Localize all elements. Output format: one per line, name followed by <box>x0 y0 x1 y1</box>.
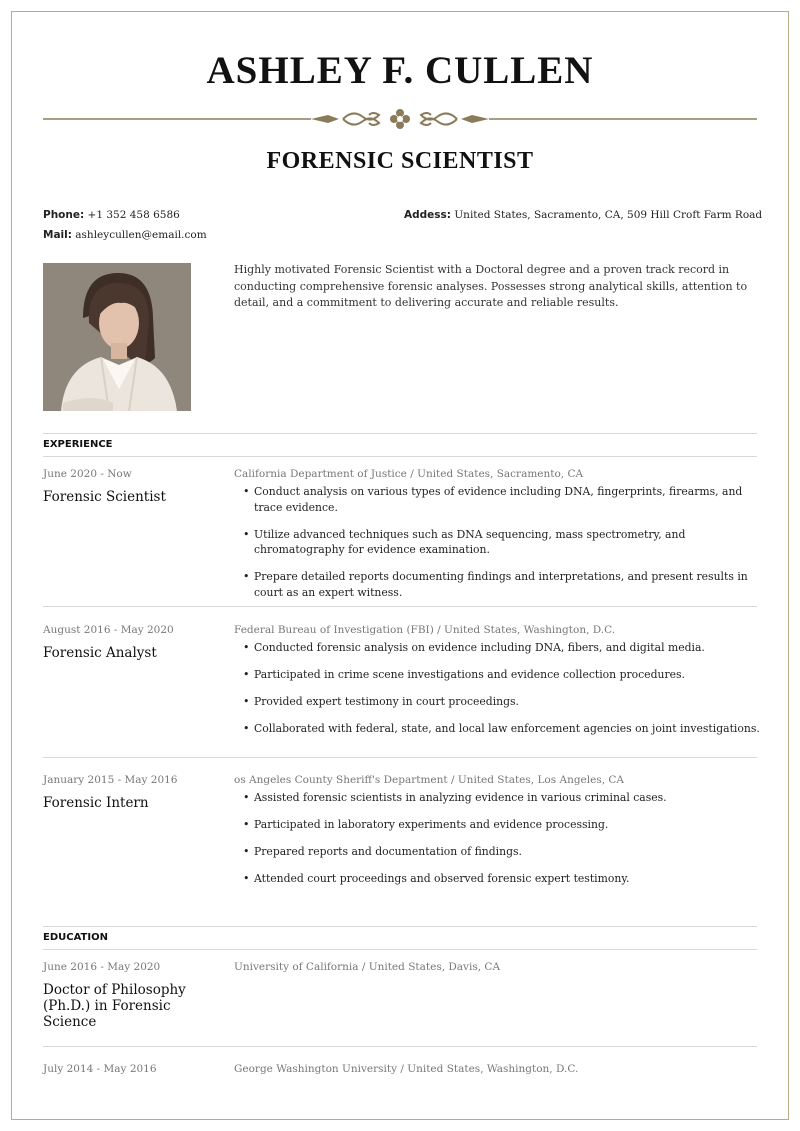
profile-summary: Highly motivated Forensic Scientist with a Doctoral degree and a proven track record in conducting comprehensive forensic analyses. Possesses strong analytical skills, attention to detail, and a commitment to delivering accurate and reliable results. <box>234 263 748 309</box>
entry-bullets <box>234 790 769 898</box>
experience-heading: EXPERIENCE <box>43 433 757 457</box>
bullet-item: • Conducted forensic analysis on evidence including DNA, fibers, and digital media. <box>234 640 769 656</box>
entry-role: Forensic Analyst <box>43 645 157 661</box>
experience-entry <box>43 624 760 758</box>
mail-label: Mail: <box>43 229 72 241</box>
phone-value: +1 352 458 6586 <box>87 209 180 221</box>
entry-role: Forensic Scientist <box>43 489 166 505</box>
bullet-item: • Prepared reports and documentation of findings. <box>234 844 769 860</box>
portrait-illustration <box>43 263 191 411</box>
candidate-name: ASHLEY F. CULLEN <box>206 49 594 92</box>
bullet-item: • Provided expert testimony in court proceedings. <box>234 694 769 710</box>
phone-label: Phone: <box>43 209 85 221</box>
entry-degree: Doctor of Philosophy (Ph.D.) in Forensic Science <box>43 982 186 1030</box>
divider-ornament <box>43 104 757 134</box>
entry-organization: California Department of Justice / United States, Sacramento, CA <box>234 468 584 480</box>
entry-date: January 2015 - May 2016 <box>43 774 178 786</box>
education-heading: EDUCATION <box>43 926 757 950</box>
education-entry <box>43 1063 757 1103</box>
profile-photo <box>43 263 191 411</box>
entry-date: July 2014 - May 2016 <box>43 1063 157 1075</box>
address-value: United States, Sacramento, CA, 509 Hill Croft Farm Road <box>454 209 763 221</box>
entry-bullets <box>234 640 769 748</box>
entry-date: August 2016 - May 2020 <box>43 624 174 636</box>
address-label: Addess: <box>404 209 451 221</box>
entry-date: June 2020 - Now <box>43 468 132 480</box>
bullet-item: • Prepare detailed reports documenting findings and interpretations, and present results in court as an expert witness. <box>234 569 769 600</box>
experience-entry <box>43 468 757 607</box>
entry-role: Forensic Intern <box>43 795 149 811</box>
bullet-item: • Collaborated with federal, state, and local law enforcement agencies on joint investigations. <box>234 721 769 737</box>
education-entry <box>43 961 757 1047</box>
bullet-item: • Utilize advanced techniques such as DNA sequencing, mass spectrometry, and chromatography for evidence examination. <box>234 527 769 558</box>
entry-date: June 2016 - May 2020 <box>43 961 161 973</box>
entry-institution: George Washington University / United States, Washington, D.C. <box>234 1063 579 1075</box>
bullet-item: • Conduct analysis on various types of evidence including DNA, fingerprints, firearms, and trace evidence. <box>234 484 769 515</box>
bullet-item: • Participated in crime scene investigations and evidence collection procedures. <box>234 667 769 683</box>
bullet-item: • Participated in laboratory experiments and evidence processing. <box>234 817 769 833</box>
entry-institution: University of California / United States, Davis, CA <box>234 961 501 973</box>
contact-phone <box>43 209 180 221</box>
contact-address <box>404 209 762 221</box>
entry-organization: Federal Bureau of Investigation (FBI) / United States, Washington, D.C. <box>234 624 616 636</box>
job-title: FORENSIC SCIENTIST <box>266 148 534 174</box>
entry-bullets <box>234 484 769 612</box>
bullet-item: • Assisted forensic scientists in analyzing evidence in various criminal cases. <box>234 790 769 806</box>
entry-organization: os Angeles County Sheriff's Department / United States, Los Angeles, CA <box>234 774 625 786</box>
experience-entry <box>43 774 757 914</box>
bullet-item: • Attended court proceedings and observed forensic expert testimony. <box>234 871 769 887</box>
mail-value: ashleycullen@email.com <box>75 229 207 241</box>
contact-mail <box>43 229 207 241</box>
